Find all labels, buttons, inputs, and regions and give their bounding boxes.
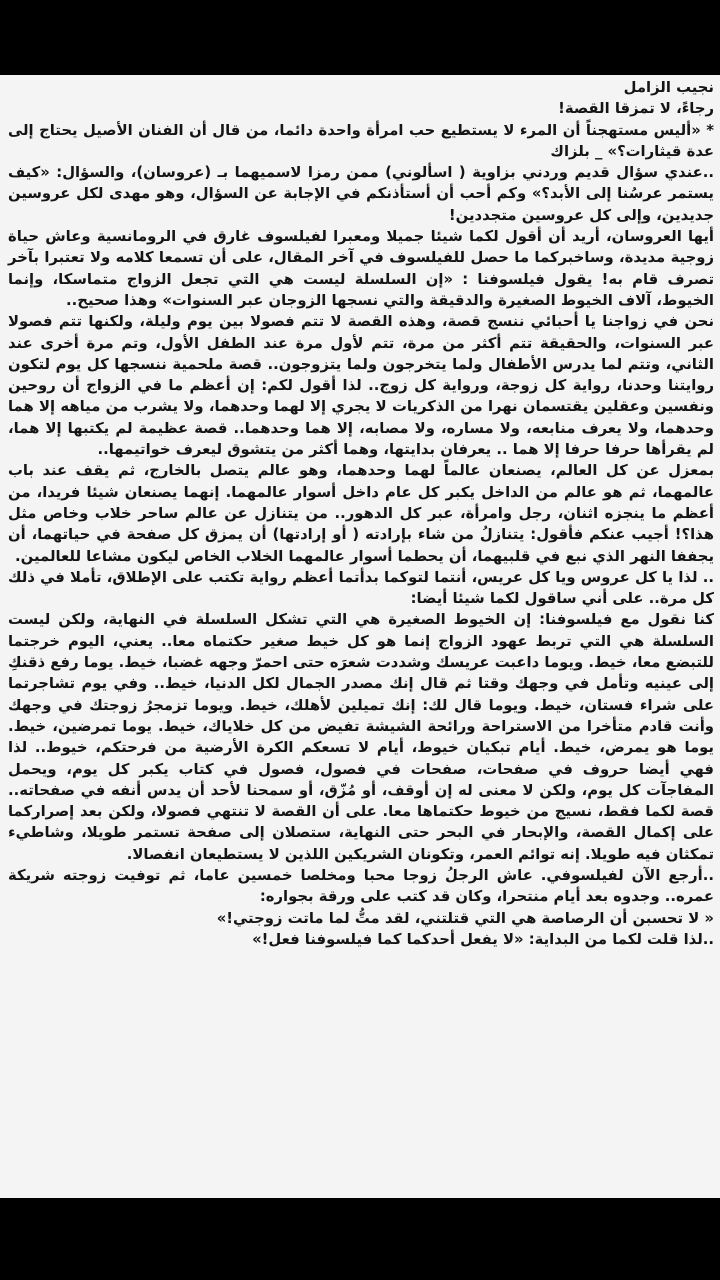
author-name: نجيب الزامل bbox=[623, 79, 714, 96]
paragraph: ..أرجع الآن لفيلسوفي. عاش الرجلُ زوجا محبا ومخلصا خمسين عاما، ثم توفيت زوجته شريكة عمره.. وجدوه بعد أيام منتحرا، وكان قد كتب على ورقة بجواره: bbox=[8, 866, 714, 906]
paragraph: نحن في زواجنا يا أحبائي ننسج قصة، وهذه القصة لا تتم فصولا بين يوم وليلة، ولكنها تتم فصولا عبر السنوات، والحقيقة تتم أكثر من مرة، تتم لأول مرة عند الطفل الأول، وتم مرة أخرى عند الثاني، وتتم لما يدرس الأطفال ولما يتخرجون ولما يتزوجون.. قصة ملحمية ننسجها كل يوم لتكون روايتنا وحدنا، رواية كل زوجة، ورواية كل زوج.. لذا أقول لكم: إن أعظم ما في الزواج أن روحين ونفسين وعقلين يقتسمان نهرا من الذكريات لا يجري إلا لهما وحدهما، ولا يشرب من مياهه إلا هما وحدهما، ولا يعرف منابعه، ولا مساره، ولا مصابه، إلا هما وحدهما.. قصة عظيمة لم يكتبها إلا هما، لم يقرأها حرفا حرفا إلا هما .. يعرفان بدايتها، وهما أكثر من يتشوق ليعرف خواتيمها.. bbox=[8, 313, 714, 459]
paragraph: كنا نقول مع فيلسوفنا: إن الخيوط الصغيرة هي التي تشكل السلسلة في النهاية، ولكن ليست السلسلة هي التي تربط عهود الزواج إنما هو كل خيط صغير حكتماه معا.. يعني، اليوم خرجتما للتبضع معا، خيط. ويوما داعبت عريسك وشددت شعرَه حتى احمرّ وجهه غضبا، خيط. يوما رفع ذقنكِ إلى عينيه وتأمل في وجهك وقتا ثم قال إنك مصدر الجمال لكل الدنيا، خيط.. وفي يوم تشاجرتما على شراء فستان، خيط. ويوما قال لك: إنك تميلين لأهلك، خيط. ويوما تزمجرُ زوجتك في وجهك وأنت قادم متأخرا من الاستراحة ورائحة الشيشة تفيض من كل خلاياك، خيط. يوما تمرضين، خيط. يوما هو يمرض، خيط. أيام تبكيان خيوط، أيام لا تسعكم الكرة الأرضية من فرحتكم، خيوط.. لذا فهي أيضا حروف في صفحات، صفحات في فصول، فصول في كتاب يكبر كل يوم، ويحمل المفاجآت كل يوم، ولكن لا معنى له إن أوقف، أو مُزّق، أو سمحنا لأحد أن يدس أنفه في صفحاته.. قصة لكما فقط، نسيج من خيوط حكتماها معا. على أن القصة لا تنتهي فصولا، ولكن بعد إصراركما على إكمال القصة، والإبحار في البحر حتى النهاية، ستصلان إلى صفحة تستمر طويلا، وشاطيء تمكثان فيه طويلا. إنه توائم العمر، وتكونان الشريكين اللذين لا يستطيعان انفصالا. bbox=[8, 611, 714, 863]
article-title: رجاءً، لا تمزقا القصة! bbox=[558, 100, 714, 118]
closing-line: ..لذا قلت لكما من البداية: «لا يفعل أحدكما كما فيلسوفنا فعل!» bbox=[252, 930, 714, 948]
paragraph: .. لذا يا كل عروس ويا كل عريس، أنتما لتوكما بدأتما أعظم رواية تكتب على الإطلاق، تأملا في ذلك كل مرة.. على أني ساقول لكما شيئا أيضا: bbox=[8, 568, 714, 608]
closing-quote: « لا تحسبن أن الرصاصة هي التي قتلتني، لقد متُّ لما ماتت زوجتي!» bbox=[216, 909, 714, 927]
paragraph: بمعزل عن كل العالم، يصنعان عالماً لهما وحدهما، وهو عالم يتصل بالخارج، ثم يقف عند باب عالمهما، ثم هو عالم من الداخل يكبر كل عام داخل أسوار عالمهما. إنهما يصنعان شيئا فريدا، من أعظم ما ينجزه اثنان، رجل وامرأة، عبر كل الدهور.. من يتنازل عن عالم ساحر خلاب وخاص مثل هذا؟! أجيب عنكم فأقول: يتنازلُ من شاء بإرادته ( أو إرادتها) أن يمزق كل صفحة في حياتهما، أن يجففا النهر الذي نبع في قلبيهما، أن يحطما أسوار عالمهما الخلاب الخاص ليكون مشاعا للعالمين. bbox=[8, 462, 714, 565]
paragraph: ..عندي سؤال قديم وردني بزاوية ( اسألوني) ممن رمزا لاسميهما بـ (عروسان)، والسؤال: «كيف يستمر عرسُنا إلى الأبد؟» وكم أحب أن أستأذنكم في الإجابة عن السؤال، وهو مهدى لكل عروسين جديدين، وإلى كل عروسين متجددين! bbox=[8, 164, 714, 224]
article-body bbox=[8, 77, 714, 950]
paragraph: أيها العروسان، أريد أن أقول لكما شيئا جميلا ومعبرا لفيلسوف غارق في الرومانسية وعاش حياة زوجية مديدة، وساخبركما ما حصل للفيلسوف في آخر المقال، على أن تسمعا كلامه ولا تعتبرا بآخر تصرف قام به! يقول فيلسوفنا : «إن السلسلة ليست هي التي تجعل الزواج متماسكا، وإنما الخيوط، آلاف الخيوط الصغيرة والدقيقة والتي نسجها الزوجان عبر السنوات» وهذا صحيح.. bbox=[8, 228, 714, 309]
epigraph-quote: * «أليس مستهجناً أن المرء لا يستطيع حب امرأة واحدة دائما، من قال أن الفنان الأصيل يحتاج إلى عدة قيثارات؟» _ بلزاك bbox=[8, 121, 714, 160]
